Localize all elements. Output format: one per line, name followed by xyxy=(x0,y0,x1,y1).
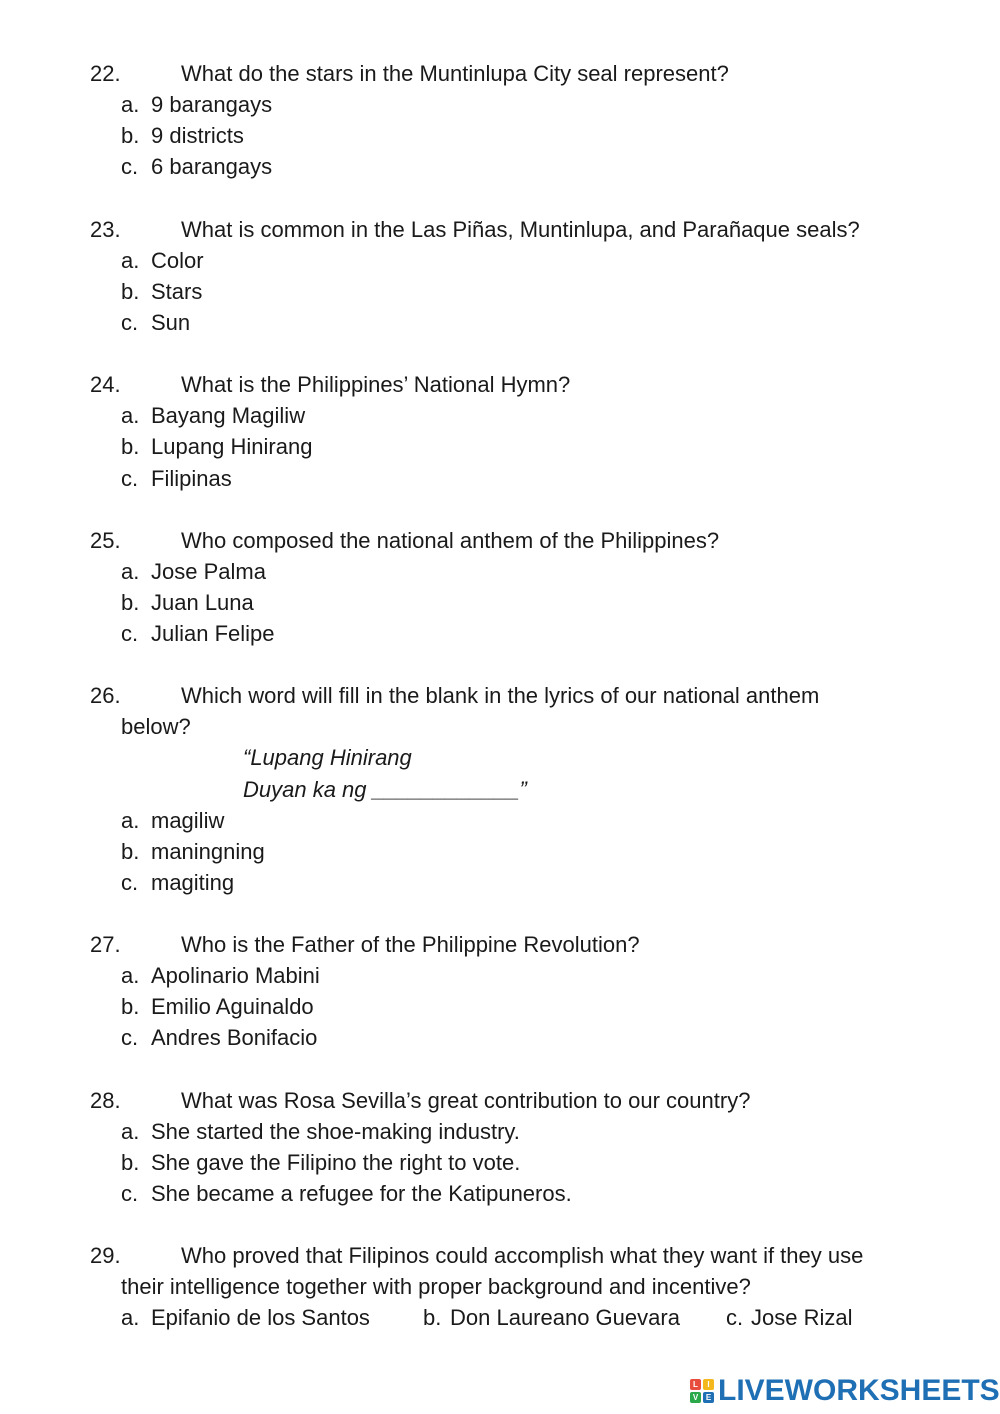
option-label: a. xyxy=(121,559,140,584)
option-text: magiting xyxy=(151,870,235,895)
question-text: Who proved that Filipinos could accomplish what they want if they use xyxy=(181,1243,864,1268)
logo-tile: I xyxy=(703,1379,714,1390)
option-label: c. xyxy=(121,310,139,335)
option-label: c. xyxy=(121,870,139,895)
option-text: Lupang Hinirang xyxy=(151,434,313,459)
logo-tile: L xyxy=(690,1379,701,1390)
question-text: Which word will fill in the blank in the lyrics of our national anthem xyxy=(181,683,820,708)
option-label: a. xyxy=(121,808,140,833)
option-label: b. xyxy=(121,123,140,148)
option-label: b. xyxy=(121,1150,140,1175)
option-label: a. xyxy=(121,1119,140,1144)
question-text: What is the Philippines’ National Hymn? xyxy=(181,372,571,397)
option-label: b. xyxy=(121,279,140,304)
option-label: a. xyxy=(121,92,140,117)
option-label: c. xyxy=(121,1181,139,1206)
option-label: b. xyxy=(121,590,140,615)
option-text: magiliw xyxy=(151,808,225,833)
option-text: She gave the Filipino the right to vote. xyxy=(151,1150,521,1175)
question-number: 27. xyxy=(90,932,121,957)
option-text: She started the shoe-making industry. xyxy=(151,1119,520,1144)
option-text: Epifanio de los Santos xyxy=(151,1305,370,1330)
option-text: Emilio Aguinaldo xyxy=(151,994,314,1019)
option-text: Sun xyxy=(151,310,191,335)
option-text: Julian Felipe xyxy=(151,621,275,646)
question-number: 22. xyxy=(90,61,121,86)
option-label: a. xyxy=(121,248,140,273)
option-text: 9 districts xyxy=(151,123,244,148)
liveworksheets-logo xyxy=(690,1374,1000,1408)
option-text: maningning xyxy=(151,839,265,864)
lyrics-line: “Lupang Hinirang xyxy=(243,745,412,770)
question-number: 28. xyxy=(90,1088,121,1113)
question-text: Who is the Father of the Philippine Revolution? xyxy=(181,932,640,957)
lyrics-line-blank: Duyan ka ng ____________” xyxy=(243,777,527,802)
option-text: Juan Luna xyxy=(151,590,254,615)
option-text: Color xyxy=(151,248,204,273)
option-label: b. xyxy=(121,839,140,864)
option-text: 6 barangays xyxy=(151,154,273,179)
option-label: a. xyxy=(121,403,140,428)
option-label: b. xyxy=(121,434,140,459)
option-text: 9 barangays xyxy=(151,92,273,117)
option-label: c. xyxy=(121,621,139,646)
option-label: c. xyxy=(121,1025,139,1050)
question-text: What is common in the Las Piñas, Muntinlupa, and Parañaque seals? xyxy=(181,217,860,242)
question-text: What do the stars in the Muntinlupa City seal represent? xyxy=(181,61,729,86)
question-text: What was Rosa Sevilla’s great contribution to our country? xyxy=(181,1088,751,1113)
option-label: c. xyxy=(121,466,139,491)
question-number: 24. xyxy=(90,372,121,397)
option-text: Andres Bonifacio xyxy=(151,1025,318,1050)
logo-tile: V xyxy=(690,1392,701,1403)
option-text: Apolinario Mabini xyxy=(151,963,320,988)
question-number: 23. xyxy=(90,217,121,242)
logo-mark xyxy=(690,1379,714,1403)
question-text-continued: their intelligence together with proper background and incentive? xyxy=(121,1274,751,1299)
question-number: 26. xyxy=(90,683,121,708)
option-label: a. xyxy=(121,963,140,988)
option-text: Filipinas xyxy=(151,466,232,491)
logo-tile: E xyxy=(703,1392,714,1403)
question-number: 25. xyxy=(90,528,121,553)
logo-text: LIVEWORKSHEETS xyxy=(718,1374,1000,1407)
option-text: Don Laureano Guevara xyxy=(450,1305,680,1330)
option-label: b. xyxy=(121,994,140,1019)
option-label: b. xyxy=(423,1305,442,1330)
option-label: c. xyxy=(726,1305,744,1330)
option-text: Stars xyxy=(151,279,203,304)
question-number: 29. xyxy=(90,1243,121,1268)
option-label: a. xyxy=(121,1305,140,1330)
option-text: Jose Rizal xyxy=(751,1305,853,1330)
option-text: Jose Palma xyxy=(151,559,266,584)
option-label: c. xyxy=(121,154,139,179)
option-text: Bayang Magiliw xyxy=(151,403,306,428)
question-text-continued: below? xyxy=(121,714,191,739)
question-text: Who composed the national anthem of the Philippines? xyxy=(181,528,720,553)
option-text: She became a refugee for the Katipuneros. xyxy=(151,1181,572,1206)
